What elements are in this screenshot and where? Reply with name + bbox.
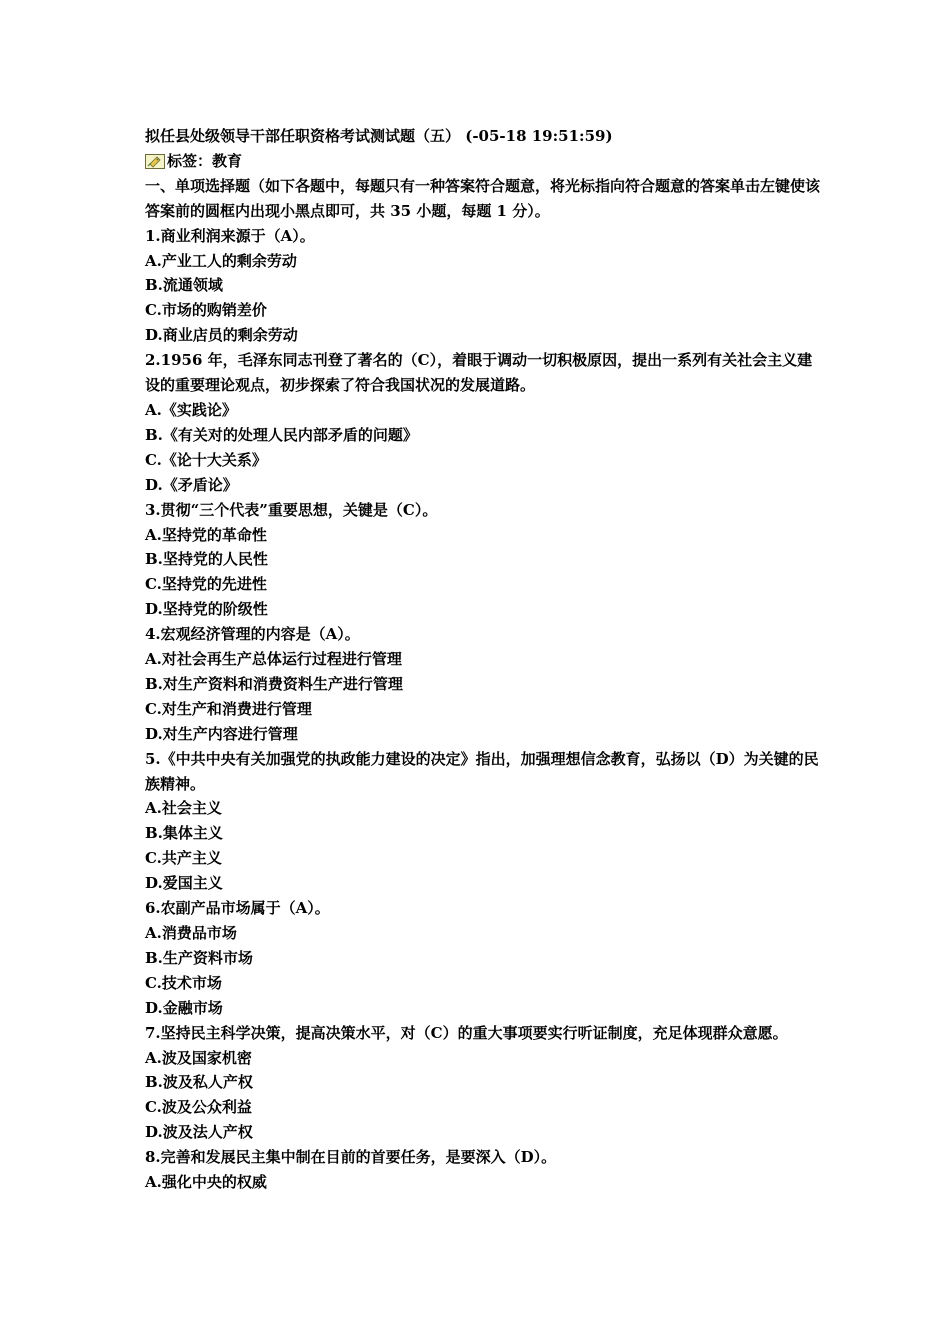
question-stem: 4.宏观经济管理的内容是（A）。 [145, 625, 360, 644]
question-block [145, 1145, 825, 1195]
question-block [145, 498, 825, 623]
answer-option[interactable]: D.金融市场 [145, 998, 223, 1017]
answer-option[interactable]: A.波及国家机密 [145, 1048, 252, 1067]
answer-option[interactable]: D.对生产内容进行管理 [145, 724, 298, 743]
answer-option[interactable]: B.对生产资料和消费资料生产进行管理 [145, 674, 403, 693]
answer-option[interactable]: C.波及公众利益 [145, 1098, 252, 1117]
answer-option[interactable]: A.《实践论》 [145, 400, 237, 419]
answer-option[interactable]: B.生产资料市场 [145, 948, 253, 967]
tag-value[interactable]: 教育 [212, 151, 243, 170]
answer-option[interactable]: B.流通领域 [145, 276, 223, 295]
tag-icon[interactable] [145, 154, 165, 169]
answer-option[interactable]: C.技术市场 [145, 973, 222, 992]
answer-option[interactable]: C.《论十大关系》 [145, 450, 267, 469]
document-page [145, 124, 825, 1195]
answer-option[interactable]: C.共产主义 [145, 849, 222, 868]
answer-option[interactable]: C.坚持党的先进性 [145, 575, 267, 594]
question-stem: 8.完善和发展民主集中制在目前的首要任务，是要深入（D）。 [145, 1148, 557, 1167]
answer-option[interactable]: D.《矛盾论》 [145, 475, 238, 494]
answer-option[interactable]: C.对生产和消费进行管理 [145, 699, 312, 718]
answer-option[interactable]: D.商业店员的剩余劳动 [145, 326, 298, 345]
question-stem: 1.商业利润来源于（A）。 [145, 226, 315, 245]
answer-option[interactable]: B.集体主义 [145, 824, 223, 843]
question-block [145, 1021, 825, 1146]
question-block [145, 747, 825, 896]
answer-option[interactable]: A.产业工人的剩余劳动 [145, 251, 297, 270]
question-stem: 3.贯彻“三个代表”重要思想，关键是（C）。 [145, 500, 438, 519]
document-title: 拟任县处级领导干部任职资格考试测试题（五） (-05-18 19:51:59) [145, 127, 613, 145]
question-list [145, 224, 825, 1195]
question-block [145, 622, 825, 747]
question-stem: 7.坚持民主科学决策，提高决策水平，对（C）的重大事项要实行听证制度，充足体现群众意愿。 [145, 1023, 788, 1042]
tag-line [145, 149, 825, 174]
answer-option[interactable]: D.波及法人产权 [145, 1123, 253, 1142]
answer-option[interactable]: D.爱国主义 [145, 874, 223, 893]
answer-option[interactable]: A.坚持党的革命性 [145, 525, 267, 544]
answer-option[interactable]: B.波及私人产权 [145, 1073, 253, 1092]
question-stem: 6.农副产品市场属于（A）。 [145, 899, 330, 918]
answer-option[interactable]: D.坚持党的阶级性 [145, 600, 268, 619]
answer-option[interactable]: B.坚持党的人民性 [145, 550, 268, 569]
question-stem: 5.《中共中央有关加强党的执政能力建设的决定》指出，加强理想信念教育，弘扬以（D）为关键的民族精神。 [145, 749, 819, 793]
question-stem: 2.1956 年，毛泽东同志刊登了著名的（C），着眼于调动一切积极原因，提出一系列有关社会主义建设的重要理论观点，初步探索了符合我国状况的发展道路。 [145, 351, 813, 395]
answer-option[interactable]: C.市场的购销差价 [145, 301, 267, 320]
question-block [145, 348, 825, 497]
section-heading: 一、单项选择题（如下各题中，每题只有一种答案符合题意，将光标指向符合题意的答案单击左键使该答案前的圆框内出现小黑点即可，共 35 小题，每题 1 分）。 [145, 176, 821, 220]
answer-option[interactable]: A.强化中央的权威 [145, 1173, 267, 1192]
question-block [145, 896, 825, 1021]
answer-option[interactable]: B.《有关对的处理人民内部矛盾的问题》 [145, 425, 418, 444]
answer-option[interactable]: A.消费品市场 [145, 924, 237, 942]
answer-option[interactable]: A.社会主义 [145, 799, 222, 818]
question-block [145, 224, 825, 349]
tag-label: 标签： [167, 151, 213, 170]
answer-option[interactable]: A.对社会再生产总体运行过程进行管理 [145, 650, 402, 669]
